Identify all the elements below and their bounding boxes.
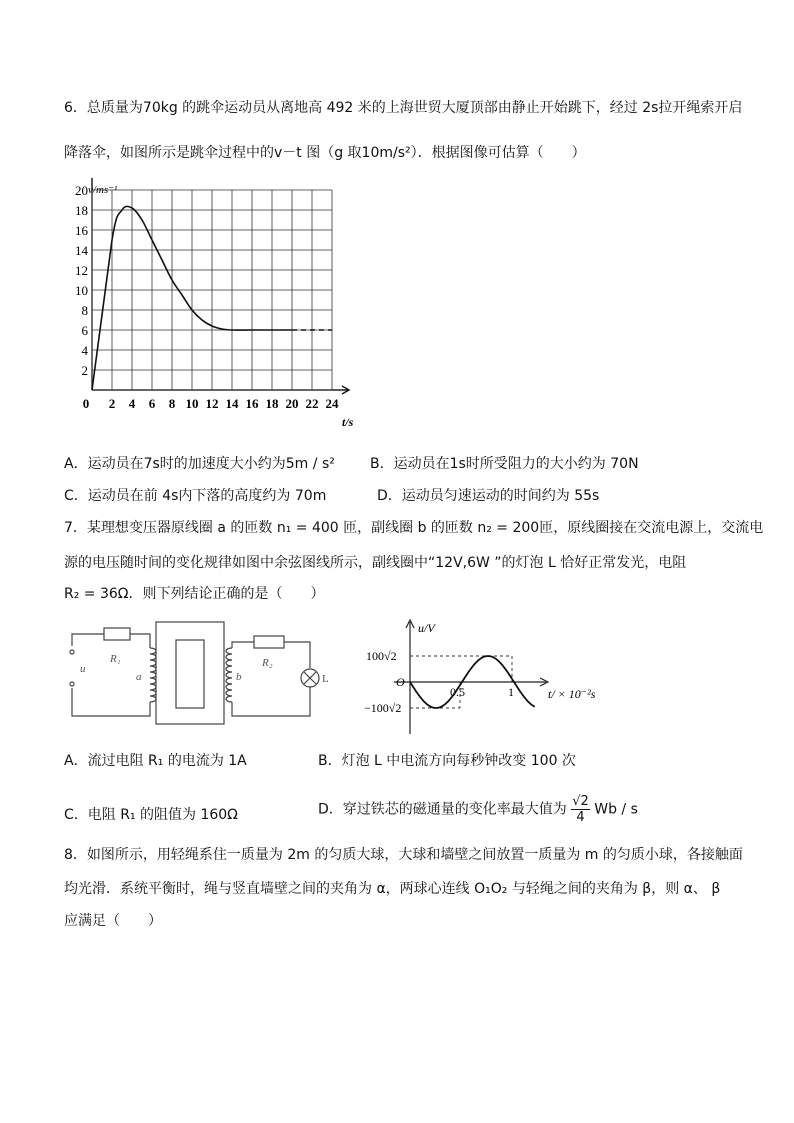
y-tick-label: 18	[75, 203, 88, 218]
q7-transformer-circuit	[64, 616, 354, 736]
vt-grid	[92, 178, 349, 394]
x-tick-label: 16	[245, 396, 259, 411]
y-tick-label: 12	[75, 263, 88, 278]
x-tick-label: 8	[168, 396, 176, 411]
circuit-label-b: b	[236, 671, 242, 683]
fraction-numerator: √2	[572, 794, 589, 809]
y-tick-label: 16	[75, 223, 88, 238]
wave-ymax-label: 100√2	[366, 649, 397, 663]
q7-stem-line3: R₂ = 36Ω．则下列结论正确的是（ ）	[64, 586, 325, 602]
vt-y-axis-label: v/ms⁻¹	[88, 184, 118, 196]
q8-stem-line2: 均光滑．系统平衡时，绳与竖直墙壁之间的夹角为 α，两球心连线 O₁O₂ 与轻绳之间的夹角为 β，则 α、 β	[64, 881, 721, 897]
x-tick-label: 2	[108, 396, 116, 411]
y-tick-label: 2	[81, 363, 88, 378]
q6-option-d: D．运动员匀速运动的时间约为 55s	[377, 488, 600, 504]
y-tick-label: 6	[81, 323, 88, 338]
x-tick-label: 18	[265, 396, 279, 411]
q7-option-d-unit: Wb / s	[594, 801, 638, 818]
q7-option-a: A．流过电阻 R₁ 的电流为 1A	[64, 753, 247, 769]
x-tick-label: 6	[148, 396, 156, 411]
y-tick-label: 10	[75, 283, 88, 298]
wave-x-half-label: 0.5	[450, 685, 465, 699]
q6-option-c: C．运动员在前 4s内下落的高度约为 70m	[64, 488, 327, 504]
q7-option-d-text: D．穿过铁芯的磁通量的变化率最大值为	[318, 801, 567, 818]
q7-option-d	[318, 794, 638, 825]
wave-ymin-label: −100√2	[364, 701, 402, 715]
x-tick-label: 0	[82, 396, 90, 411]
q6-option-a: A．运动员在7s时的加速度大小约为5m / s²	[64, 456, 335, 472]
wave-x-one-label: 1	[508, 685, 514, 699]
x-tick-label: 20	[285, 396, 299, 411]
circuit-label-r2: R₂	[262, 657, 273, 669]
wave-origin-label: O	[396, 675, 405, 689]
fraction-denominator: 4	[576, 810, 585, 825]
y-tick-label: 4	[81, 343, 88, 358]
q6-stem-line2: 降落伞，如图所示是跳伞过程中的v－t 图（g 取10m/s²）．根据图像可估算（ ）	[64, 145, 586, 161]
q6-vt-graph	[62, 176, 362, 438]
wave-y-axis-label: u/V	[418, 621, 435, 635]
y-tick-label: 20	[75, 183, 88, 198]
x-tick-label: 12	[205, 396, 219, 411]
x-tick-label: 10	[185, 396, 199, 411]
circuit-label-a: a	[136, 671, 142, 683]
q7-option-d-fraction	[571, 794, 590, 825]
q8-stem-line1: 8．如图所示，用轻绳系住一质量为 2m 的匀质大球，大球和墙壁之间放置一质量为 m 的匀质小球，各接触面	[64, 847, 743, 863]
vt-x-axis-label: t/s	[342, 415, 354, 429]
y-tick-label: 14	[75, 243, 88, 258]
q7-option-b: B．灯泡 L 中电流方向每秒钟改变 100 次	[318, 753, 576, 769]
x-tick-label: 14	[225, 396, 239, 411]
x-tick-label: 4	[128, 396, 136, 411]
q7-option-c: C．电阻 R₁ 的阻值为 160Ω	[64, 807, 238, 823]
q6-option-b: B．运动员在1s时所受阻力的大小约为 70N	[370, 456, 639, 472]
q6-stem-line1: 6．总质量为70kg 的跳伞运动员从离地高 492 米的上海世贸大厦顶部由静止开始跳下，经过 2s拉开绳索开启	[64, 100, 743, 116]
y-tick-label: 8	[81, 303, 88, 318]
q7-stem-line1: 7．某理想变压器原线圈 a 的匝数 n₁ = 400 匝，副线圈 b 的匝数 n₂ = 200匝，原线圈接在交流电源上，交流电	[64, 520, 764, 536]
circuit-label-u: u	[80, 663, 86, 675]
x-tick-label: 24	[325, 396, 339, 411]
wave-x-axis-label: t/ × 10⁻²s	[548, 687, 596, 701]
q7-stem-line2: 源的电压随时间的变化规律如图中余弦图线所示，副线圈中“12V,6W ”的灯泡 L 恰好正常发光，电阻	[64, 555, 687, 571]
q7-voltage-graph	[364, 616, 620, 740]
x-tick-label: 22	[305, 396, 319, 411]
circuit-label-r1: R₁	[110, 653, 121, 665]
circuit-label-lamp: L	[322, 673, 329, 685]
q8-stem-line3: 应满足（ ）	[64, 913, 162, 929]
